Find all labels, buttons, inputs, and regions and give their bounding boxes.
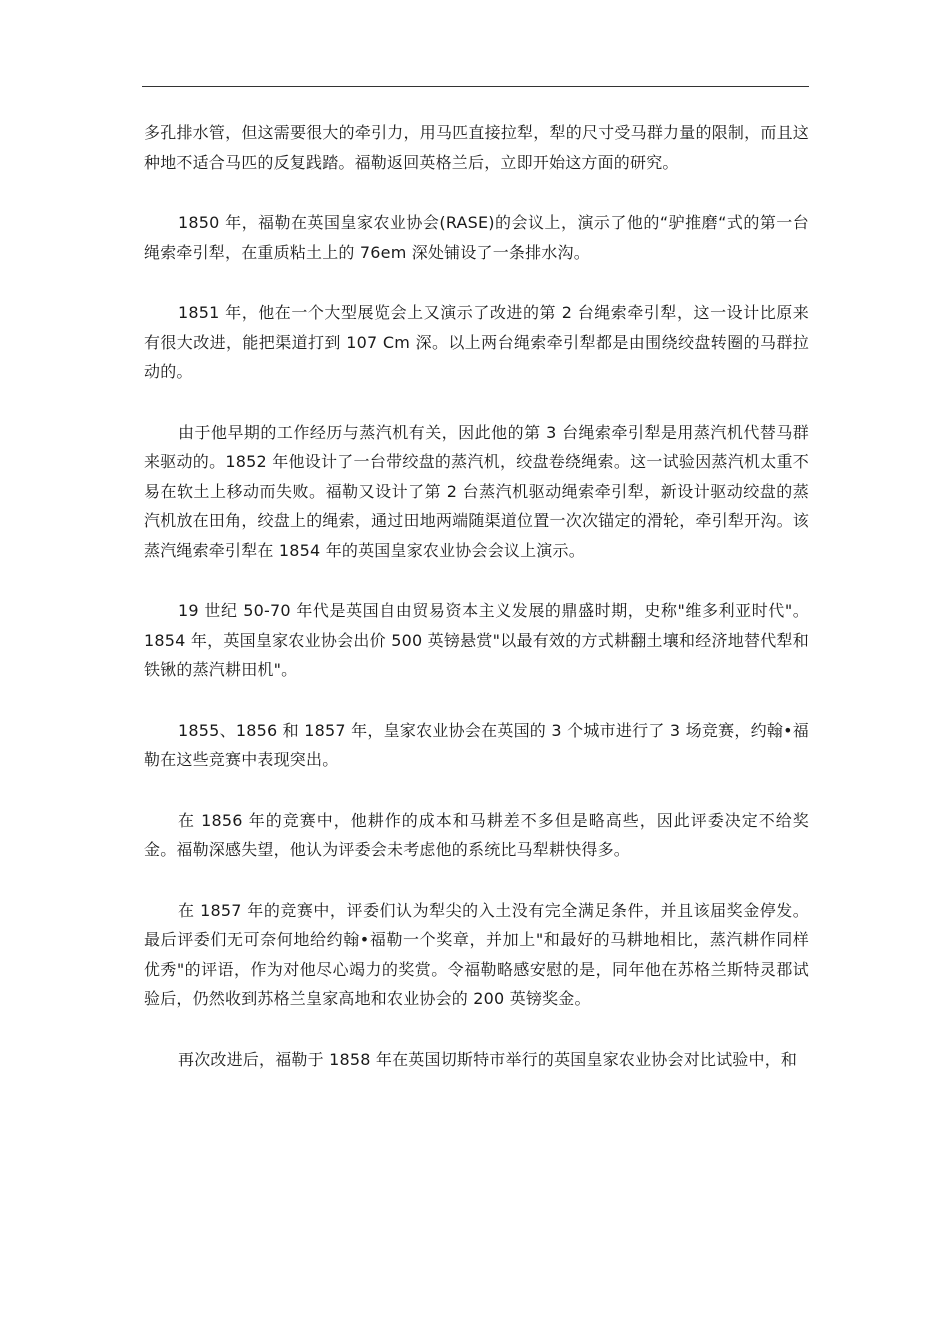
- paragraph: 在 1857 年的竞赛中，评委们认为犁尖的入土没有完全满足条件，并且该届奖金停发。最后评委们无可奈何地给约翰•福勒一个奖章，并加上"和最好的马耕地相比，蒸汽耕作同样优秀"的评语，作为对他尽心竭力的奖赏。令福勒略感安慰的是，同年他在苏格兰斯特灵郡试验后，仍然收到苏格兰皇家高地和农业协会的 200 英镑奖金。: [144, 900, 809, 1008]
- paragraph: 1850 年，福勒在英国皇家农业协会(RASE)的会议上，演示了他的“驴推磨“式的第一台绳索牵引犁，在重质粘土上的 76em 深处铺设了一条排水沟。: [144, 213, 809, 262]
- paragraph: 19 世纪 50-70 年代是英国自由贸易资本主义发展的鼎盛时期，史称"维多利亚时代"。1854 年，英国皇家农业协会出价 500 英镑悬赏"以最有效的方式耕翻土壤和经济地替代犁和铁锹的蒸汽耕田机"。: [144, 601, 809, 679]
- paragraph: 由于他早期的工作经历与蒸汽机有关，因此他的第 3 台绳索牵引犁是用蒸汽机代替马群来驱动的。1852 年他设计了一台带绞盘的蒸汽机，绞盘卷绕绳索。这一试验因蒸汽机太重不易在软土上移动而失败。福勒又设计了第 2 台蒸汽机驱动绳索牵引犁，新设计驱动绞盘的蒸汽机放在田角，绞盘上的绳索，通过田地两端随渠道位置一次次锚定的滑轮，牵引犁开沟。该蒸汽绳索牵引犁在 1854 年的英国皇家农业协会会议上演示。: [144, 422, 809, 560]
- paragraph: 多孔排水管，但这需要很大的牵引力，用马匹直接拉犁，犁的尺寸受马群力量的限制，而且这种地不适合马匹的反复践踏。福勒返回英格兰后，立即开始这方面的研究。: [144, 123, 809, 172]
- paragraph: 1851 年，他在一个大型展览会上又演示了改进的第 2 台绳索牵引犁，这一设计比原来有很大改进，能把渠道打到 107 Cm 深。以上两台绳索牵引犁都是由围绕绞盘转圈的马群拉动的。: [144, 303, 809, 381]
- document-body: [144, 118, 809, 1105]
- paragraph: 再次改进后，福勒于 1858 年在英国切斯特市举行的英国皇家农业协会对比试验中，和: [178, 1049, 798, 1069]
- header-rule: [142, 86, 809, 87]
- paragraph: 在 1856 年的竞赛中，他耕作的成本和马耕差不多但是略高些，因此评委决定不给奖金。福勒深感失望，他认为评委会未考虑他的系统比马犁耕快得多。: [144, 810, 809, 859]
- paragraph: 1855、1856 和 1857 年，皇家农业协会在英国的 3 个城市进行了 3 场竞赛，约翰•福勒在这些竞赛中表现突出。: [144, 720, 809, 769]
